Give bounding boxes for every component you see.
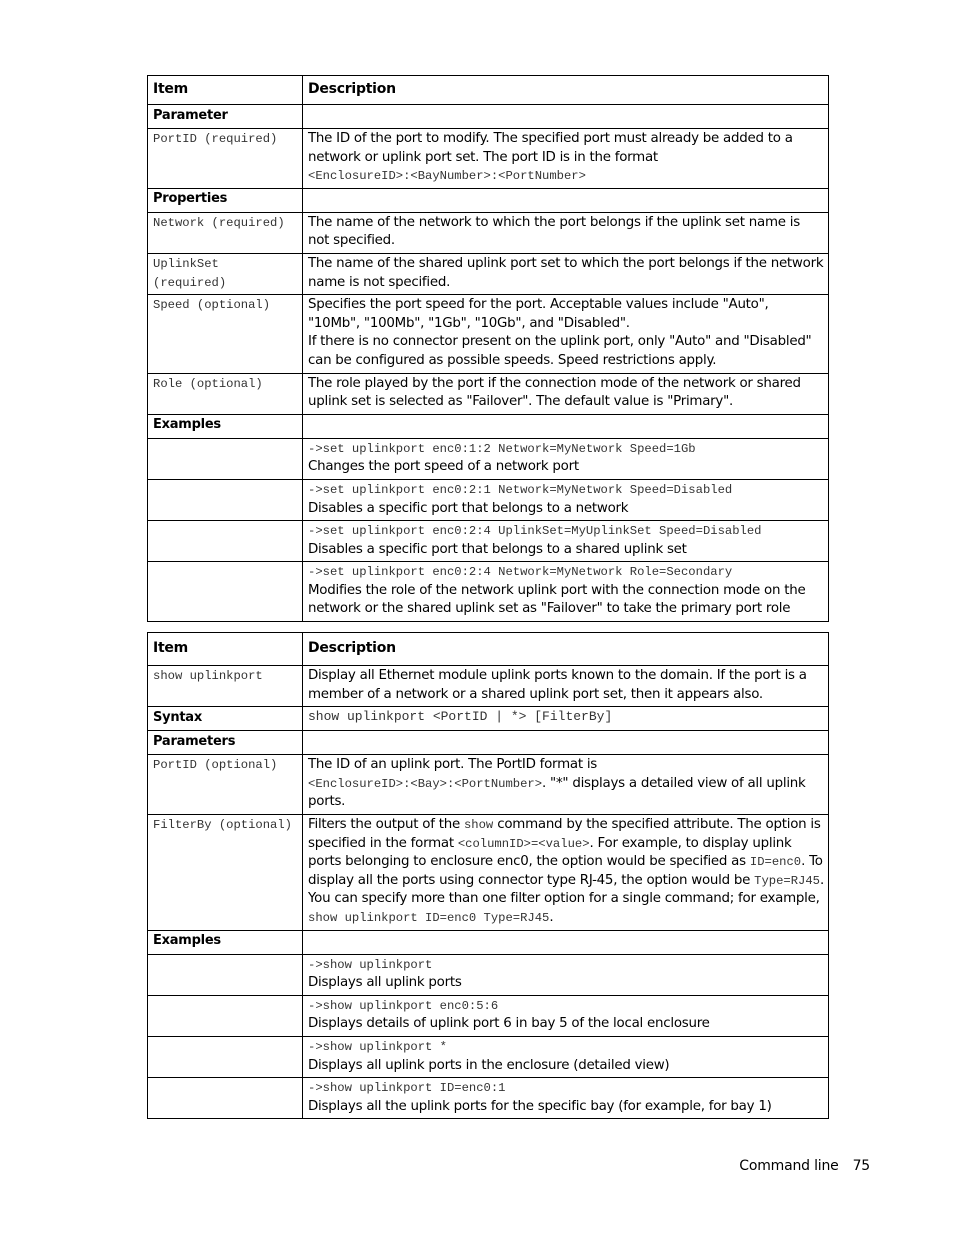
- param-name: PortID (required): [148, 129, 303, 189]
- table-row: [148, 212, 829, 253]
- section-row-parameters: [148, 731, 829, 755]
- description-text: . "*" displays a detailed view of all uplink ports.: [308, 775, 806, 810]
- inline-code: show uplinkport ID=enc0 Type=RJ45: [308, 910, 550, 925]
- format-code: <EnclosureID>:<BayNumber>:<PortNumber>: [308, 169, 586, 184]
- section-row-syntax: [148, 707, 829, 731]
- section-row-examples: [148, 930, 829, 954]
- format-code: <EnclosureID>:<Bay>:<PortNumber>: [308, 776, 543, 791]
- page-footer: [739, 1158, 870, 1174]
- page-number: 75: [852, 1158, 870, 1174]
- footer-section: Command line: [739, 1158, 839, 1174]
- param-description: [303, 129, 829, 189]
- command-description: Display all Ethernet module uplink ports known to the domain. If the port is a member of a network or a shared uplink port set, then it appears also.: [303, 666, 829, 707]
- example-description: Displays all the uplink ports for the specific bay (for example, for bay 1): [308, 1098, 772, 1114]
- section-label: Parameter: [148, 105, 303, 129]
- description-text: . For example, to display uplink ports belonging to enclosure enc0, the option would be specified as: [308, 835, 792, 870]
- header-description: Description: [303, 76, 829, 105]
- example-description: Displays all uplink ports: [308, 975, 462, 991]
- table-row: [148, 814, 829, 930]
- show-uplinkport-table: [147, 632, 829, 1119]
- param-name: PortID (optional): [148, 755, 303, 815]
- example-cell: [303, 479, 829, 520]
- example-command: ->set uplinkport enc0:2:4 Network=MyNetwork Role=Secondary: [308, 565, 733, 580]
- table-row: [148, 295, 829, 373]
- table-header-row: [148, 633, 829, 666]
- example-command: ->set uplinkport enc0:2:1 Network=MyNetwork Speed=Disabled: [308, 482, 733, 497]
- param-description: [303, 814, 829, 930]
- section-label: Syntax: [148, 707, 303, 731]
- example-row: [148, 562, 829, 622]
- property-description: The name of the shared uplink port set to which the port belongs if the network name is not specified.: [303, 253, 829, 294]
- example-command: ->show uplinkport: [308, 957, 433, 972]
- example-row: [148, 995, 829, 1036]
- example-row: [148, 954, 829, 995]
- example-row: [148, 1036, 829, 1077]
- example-cell: [303, 521, 829, 562]
- command-name: show uplinkport: [148, 666, 303, 707]
- example-command: ->show uplinkport enc0:5:6: [308, 998, 499, 1013]
- description-text: The ID of an uplink port. The PortID format is: [308, 757, 598, 773]
- property-name: Speed (optional): [148, 295, 303, 373]
- example-cell: [303, 1078, 829, 1119]
- param-description: [303, 755, 829, 815]
- header-description: Description: [303, 633, 829, 666]
- example-description: Displays details of uplink port 6 in bay 5 of the local enclosure: [308, 1016, 710, 1032]
- example-command: ->show uplinkport *: [308, 1039, 447, 1054]
- example-row: [148, 1078, 829, 1119]
- inline-code: Type=RJ45: [754, 873, 820, 888]
- section-row-properties: [148, 188, 829, 212]
- description-text: Specifies the port speed for the port. Acceptable values include "Auto", "10Mb", "100Mb", "1Gb", "10Gb", and "Disabled".: [308, 297, 769, 331]
- description-text: command by the specified attribute. The option is specified in the format: [308, 816, 821, 851]
- example-row: [148, 521, 829, 562]
- section-label: Examples: [148, 930, 303, 954]
- section-label: Examples: [148, 414, 303, 438]
- property-description: The role played by the port if the connection mode of the network or shared uplink set is selected as "Failover". The default value is "Primary".: [303, 373, 829, 414]
- table-row: [148, 253, 829, 294]
- example-row: [148, 438, 829, 479]
- table-row: [148, 129, 829, 189]
- description-text: The ID of the port to modify. The specified port must already be added to a network or uplink port set. The port ID is in the format: [308, 131, 793, 165]
- param-name: FilterBy (optional): [148, 814, 303, 930]
- example-command: ->show uplinkport ID=enc0:1: [308, 1081, 506, 1096]
- example-description: Displays all uplink ports in the enclosure (detailed view): [308, 1057, 670, 1073]
- inline-code: ID=enc0: [749, 855, 802, 870]
- example-description: Modifies the role of the network uplink port with the connection mode on the network or the shared uplink set as "Failover" to take the primary port role: [308, 582, 806, 617]
- property-description: The name of the network to which the port belongs if the uplink set name is not specified.: [303, 212, 829, 253]
- section-label: Parameters: [148, 731, 303, 755]
- table-row: [148, 373, 829, 414]
- section-label: Properties: [148, 188, 303, 212]
- syntax-code: show uplinkport <PortID | *> [FilterBy]: [303, 707, 829, 731]
- set-uplinkport-table: [147, 75, 829, 622]
- example-row: [148, 479, 829, 520]
- example-cell: [303, 562, 829, 622]
- example-description: Disables a specific port that belongs to a shared uplink set: [308, 541, 687, 557]
- property-name: Role (optional): [148, 373, 303, 414]
- example-cell: [303, 954, 829, 995]
- inline-code: show: [463, 817, 494, 832]
- property-name: UplinkSet (required): [148, 253, 303, 294]
- table-header-row: [148, 76, 829, 105]
- section-row-examples: [148, 414, 829, 438]
- header-item: Item: [148, 633, 303, 666]
- section-row-parameter: [148, 105, 829, 129]
- example-description: Disables a specific port that belongs to a network: [308, 500, 629, 516]
- inline-code: <columnID>=<value>: [457, 836, 590, 851]
- example-cell: [303, 1036, 829, 1077]
- example-cell: [303, 995, 829, 1036]
- example-command: ->set uplinkport enc0:2:4 UplinkSet=MyUplinkSet Speed=Disabled: [308, 524, 762, 539]
- description-text: . You can specify more than one filter option for a single command; for example,: [308, 872, 824, 907]
- description-text: Filters the output of the: [308, 816, 464, 832]
- example-cell: [303, 438, 829, 479]
- header-item: Item: [148, 76, 303, 105]
- property-name: Network (required): [148, 212, 303, 253]
- example-command: ->set uplinkport enc0:1:2 Network=MyNetwork Speed=1Gb: [308, 441, 696, 456]
- property-description: [303, 295, 829, 373]
- table-row: [148, 666, 829, 707]
- description-text: If there is no connector present on the uplink port, only "Auto" and "Disabled" can be configured as possible speeds. Speed restrictions apply.: [308, 334, 812, 368]
- description-text: . To display all the ports using connector type RJ-45, the option would be: [308, 854, 823, 888]
- table-row: [148, 755, 829, 815]
- description-text: .: [549, 909, 554, 925]
- example-description: Changes the port speed of a network port: [308, 459, 579, 475]
